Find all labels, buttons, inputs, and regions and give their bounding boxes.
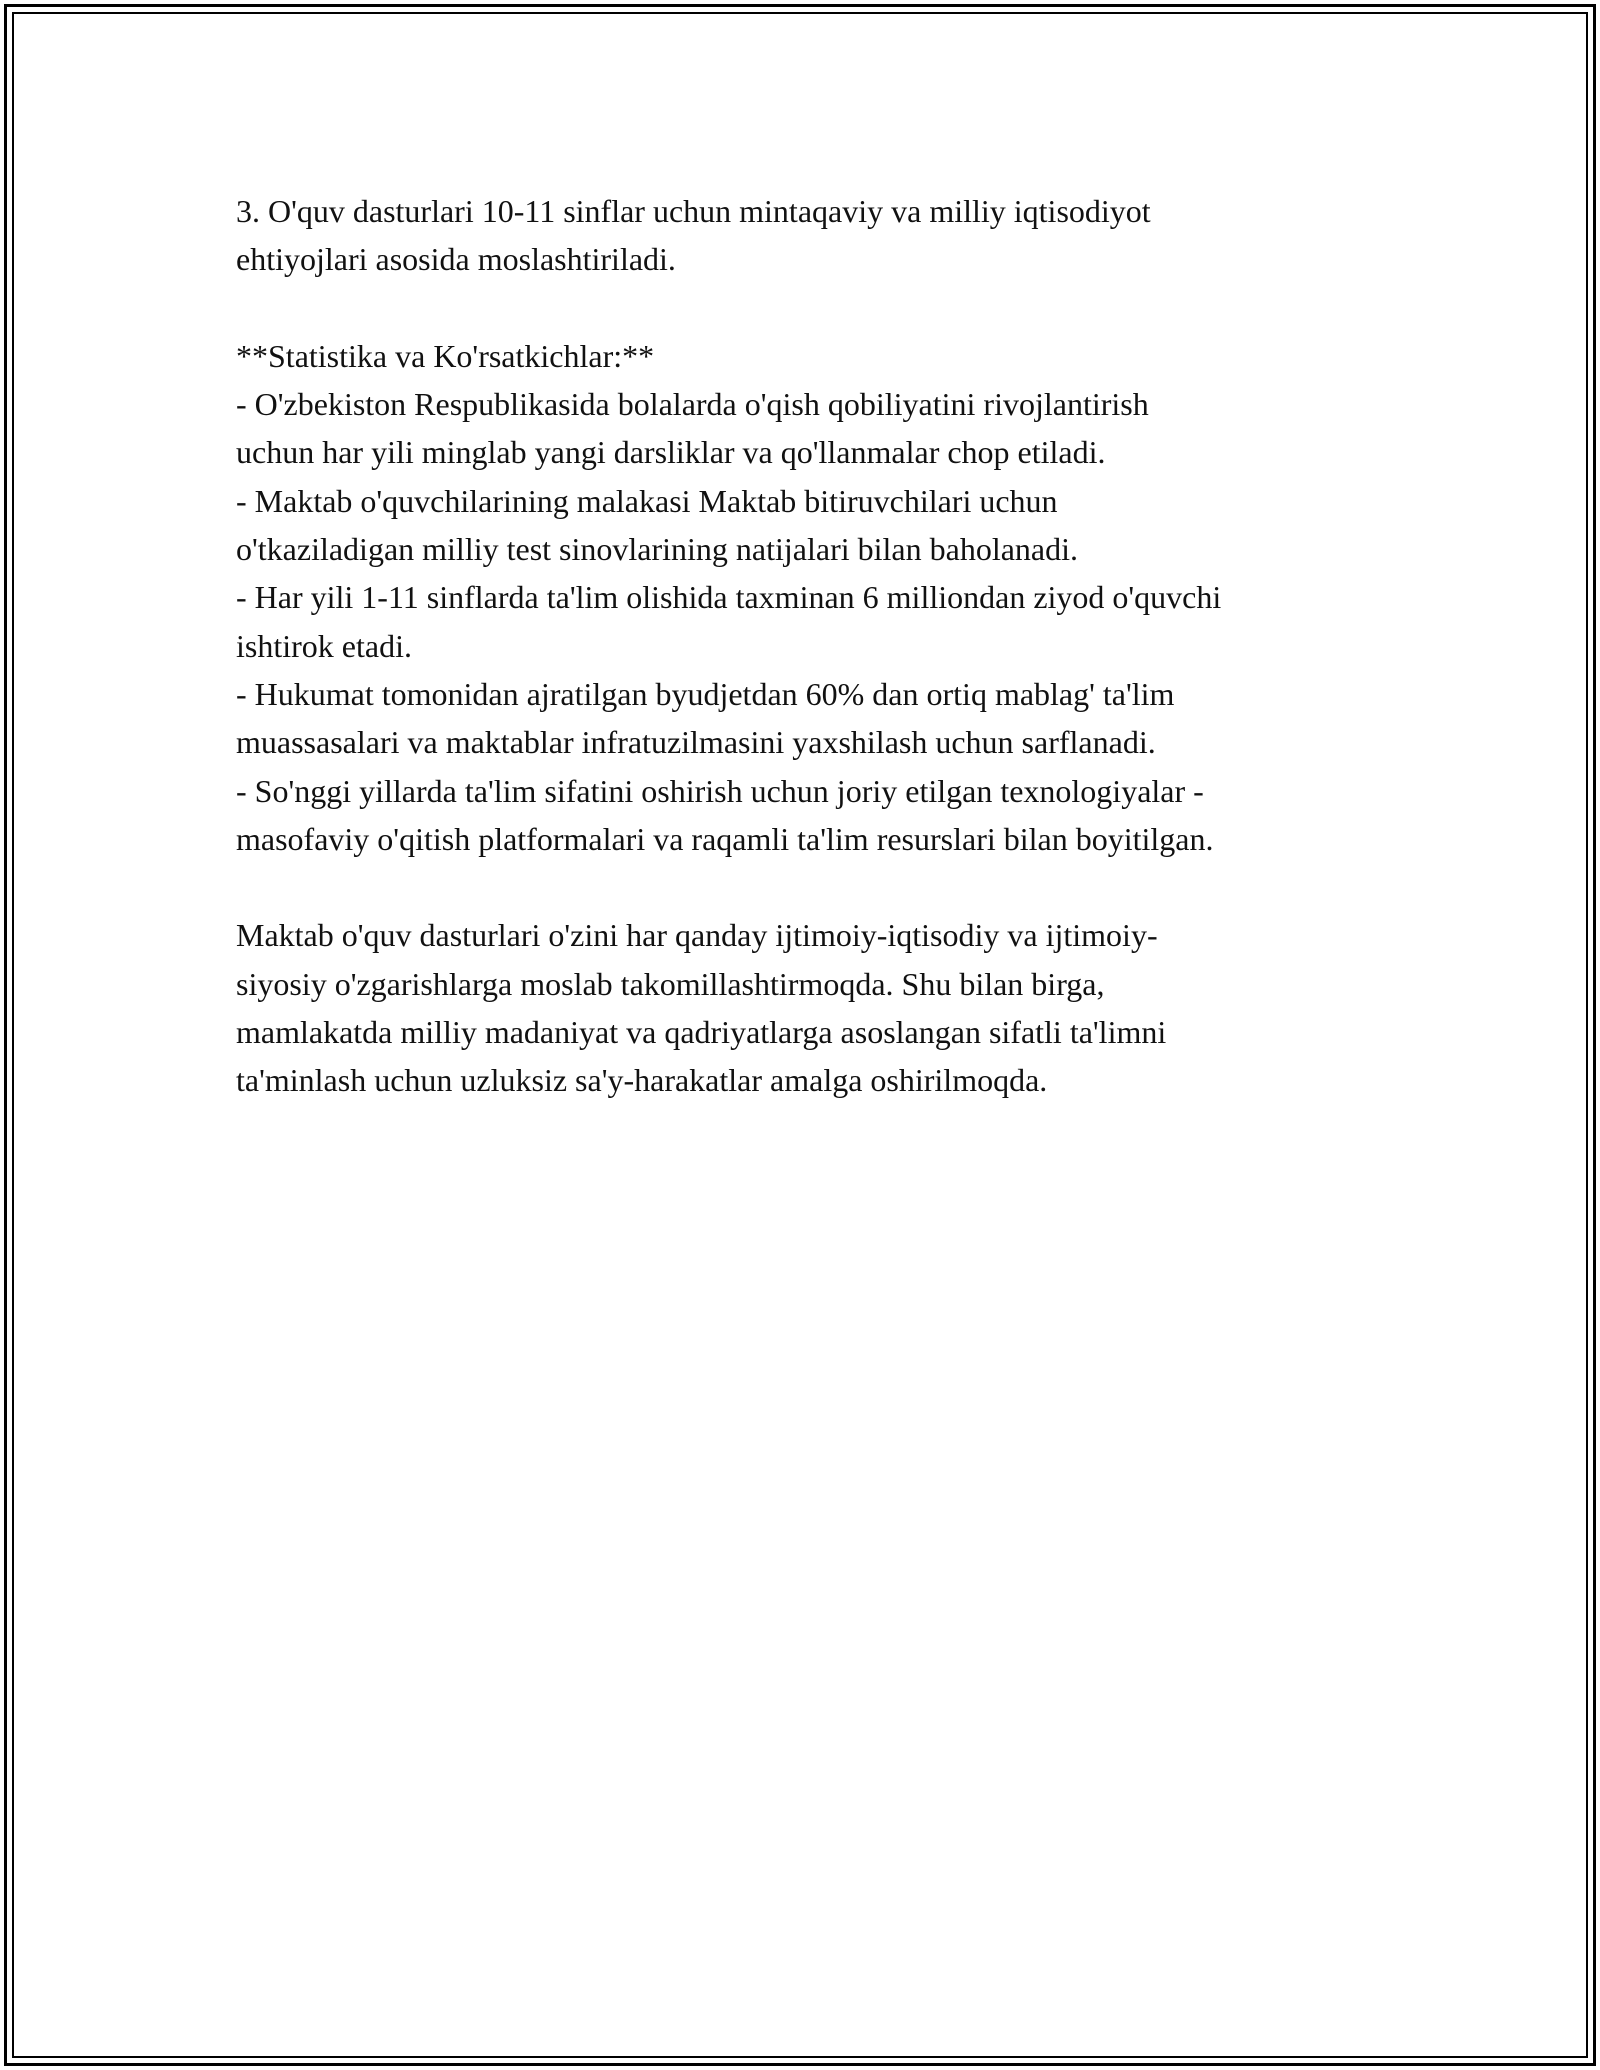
paragraph-gap [236,863,1386,911]
statistics-line: - Hukumat tomonidan ajratilgan byudjetdan 60% dan ortiq mablag' ta'lim [236,675,1175,712]
closing-line: siyosiy o'zgarishlarga moslab takomillashtirmoqda. Shu bilan birga, [236,965,1105,1002]
statistics-line: muassasalari va maktablar infratuzilmasini yaxshilash uchun sarflanadi. [236,724,1156,761]
statistics-line: - Har yili 1-11 sinflarda ta'lim olishida taxminan 6 milliondan ziyod o'quvchi [236,579,1222,616]
statistics-line: uchun har yili minglab yangi darsliklar va qo'llanmalar chop etiladi. [236,434,1106,471]
statistics-line: - Maktab o'quvchilarining malakasi Maktab bitiruvchilari uchun [236,482,1058,519]
statistics-line: ishtirok etadi. [236,627,412,664]
statistics-line: - O'zbekiston Respublikasida bolalarda o'qish qobiliyatini rivojlantirish [236,386,1149,423]
statistics-heading: **Statistika va Ko'rsatkichlar:** [236,337,655,374]
closing-line: Maktab o'quv dasturlari o'zini har qanday ijtimoiy-iqtisodiy va ijtimoiy- [236,917,1158,954]
intro-line: ehtiyojlari asosida moslashtiriladi. [236,241,676,278]
closing-line: mamlakatda milliy madaniyat va qadriyatlarga asoslangan sifatli ta'limni [236,1014,1167,1051]
statistics-section [236,332,1386,863]
paragraph-gap [236,284,1386,332]
statistics-line: masofaviy o'qitish platformalari va raqamli ta'lim resurslari bilan boyitilgan. [236,820,1214,857]
closing-paragraph [236,911,1386,1104]
statistics-line: o'tkaziladigan milliy test sinovlarining natijalari bilan baholanadi. [236,531,1078,568]
closing-line: ta'minlash uchun uzluksiz sa'y-harakatlar amalga oshirilmoqda. [236,1062,1048,1099]
intro-paragraph [236,187,1386,284]
intro-line: 3. O'quv dasturlari 10-11 sinflar uchun mintaqaviy va milliy iqtisodiyot [236,193,1151,229]
statistics-line: - So'nggi yillarda ta'lim sifatini oshirish uchun joriy etilgan texnologiyalar - [236,772,1204,809]
document-body [236,187,1386,1105]
